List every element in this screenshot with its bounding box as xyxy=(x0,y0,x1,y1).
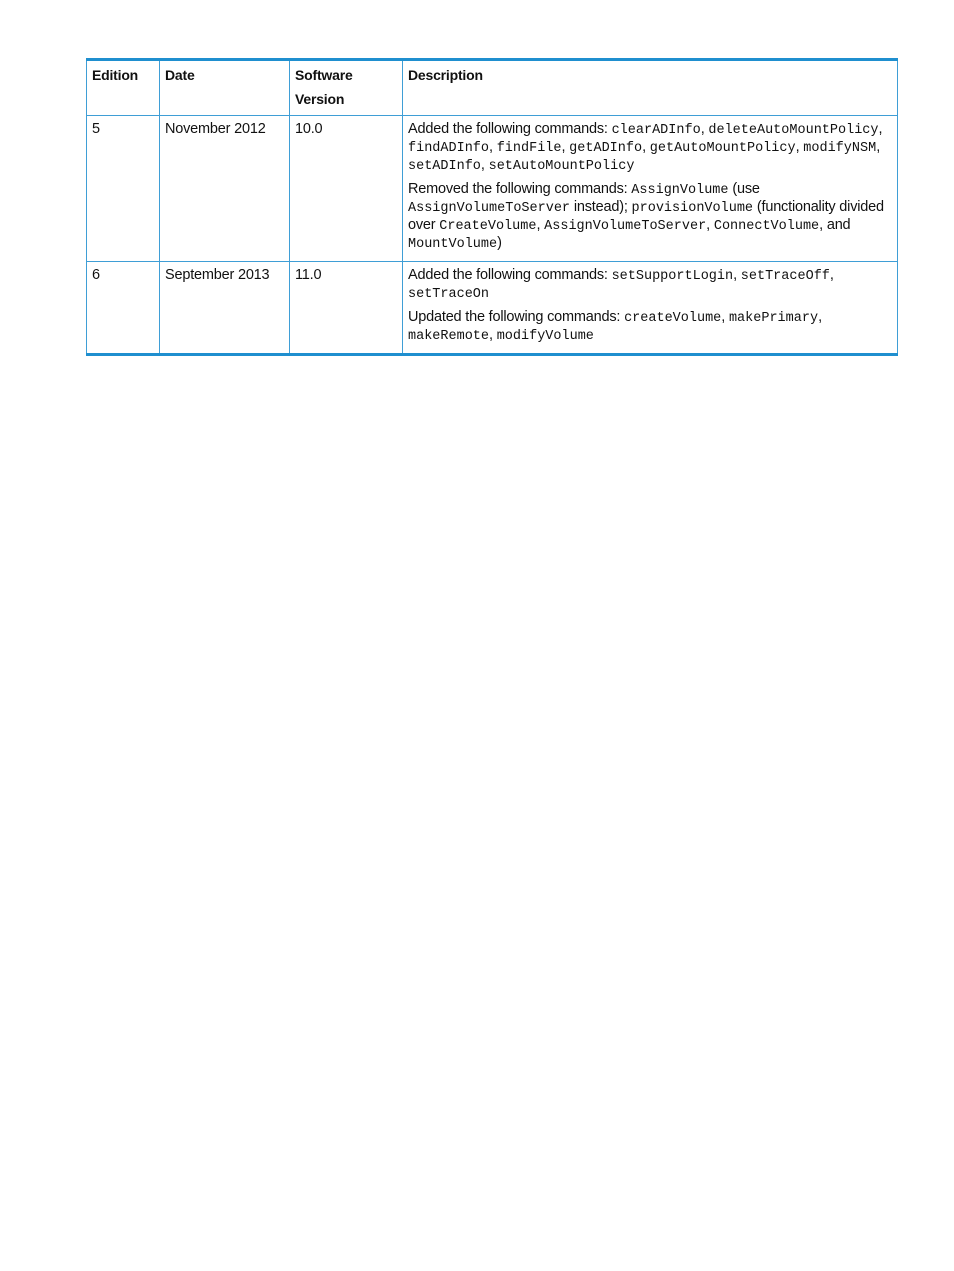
command-name: createVolume xyxy=(624,311,722,326)
command-name: modifyVolume xyxy=(496,329,594,344)
description-text: , xyxy=(876,139,881,155)
command-name: AssignVolumeToServer xyxy=(544,219,707,234)
header-description: Description xyxy=(403,60,898,116)
description-text: Updated the following commands: xyxy=(408,309,625,325)
cell-description xyxy=(403,262,898,355)
header-software-version-line2: Version xyxy=(295,91,345,107)
description-text: , xyxy=(700,121,709,137)
cell-description xyxy=(403,116,898,262)
description-text: ) xyxy=(497,235,502,251)
description-text: (use xyxy=(728,181,760,197)
command-name: setAutoMountPolicy xyxy=(488,159,635,174)
cell-version: 11.0 xyxy=(290,262,403,355)
command-name: MountVolume xyxy=(408,237,498,252)
description-text: , xyxy=(480,157,489,173)
description-text: Added the following commands: xyxy=(408,121,612,137)
header-edition: Edition xyxy=(87,60,160,116)
description-text: , xyxy=(536,217,545,233)
command-name: getAutoMountPolicy xyxy=(649,141,796,156)
command-name: makePrimary xyxy=(728,311,819,326)
description-text: , xyxy=(721,309,729,325)
command-name: setSupportLogin xyxy=(611,269,734,284)
table-row xyxy=(87,116,898,262)
header-software-version xyxy=(290,60,403,116)
command-name: findFile xyxy=(496,141,562,156)
description-text: , xyxy=(733,267,741,283)
cell-version: 10.0 xyxy=(290,116,403,262)
header-date: Date xyxy=(160,60,290,116)
description-text: instead); xyxy=(570,199,632,215)
command-name: AssignVolume xyxy=(631,183,729,198)
command-name: AssignVolumeToServer xyxy=(408,201,571,216)
description-text: , xyxy=(642,139,650,155)
command-name: modifyNSM xyxy=(803,141,877,156)
description-text: , xyxy=(706,217,714,233)
command-name: setTraceOff xyxy=(740,269,830,284)
cell-edition: 5 xyxy=(87,116,160,262)
description-paragraph xyxy=(408,309,892,345)
revision-history-table xyxy=(86,58,898,356)
description-text: , xyxy=(829,267,834,283)
table-header-row xyxy=(87,60,898,116)
command-name: makeRemote xyxy=(408,329,490,344)
command-name: provisionVolume xyxy=(631,201,754,216)
description-text: , xyxy=(795,139,804,155)
command-name: findADInfo xyxy=(408,141,490,156)
description-paragraph xyxy=(408,267,892,303)
description-text: , xyxy=(818,309,822,325)
command-name: deleteAutoMountPolicy xyxy=(708,123,879,138)
header-software-version-line1: Software xyxy=(295,67,353,83)
description-text: (functionality divided over xyxy=(408,199,884,233)
description-paragraph xyxy=(408,181,892,253)
description-text: Added the following commands: xyxy=(408,267,612,283)
description-paragraph xyxy=(408,121,892,175)
description-text: , xyxy=(489,327,497,343)
description-text: , xyxy=(561,139,570,155)
description-text: Removed the following commands: xyxy=(408,181,632,197)
description-text: , xyxy=(878,121,883,137)
command-name: setTraceOn xyxy=(408,287,490,302)
description-text: , xyxy=(489,139,497,155)
table-row xyxy=(87,262,898,355)
command-name: getADInfo xyxy=(569,141,643,156)
description-text: , and xyxy=(819,217,851,233)
cell-edition: 6 xyxy=(87,262,160,355)
command-name: ConnectVolume xyxy=(713,219,820,234)
command-name: CreateVolume xyxy=(439,219,537,234)
cell-date: September 2013 xyxy=(160,262,290,355)
cell-date: November 2012 xyxy=(160,116,290,262)
command-name: setADInfo xyxy=(408,159,481,174)
command-name: clearADInfo xyxy=(611,123,701,138)
